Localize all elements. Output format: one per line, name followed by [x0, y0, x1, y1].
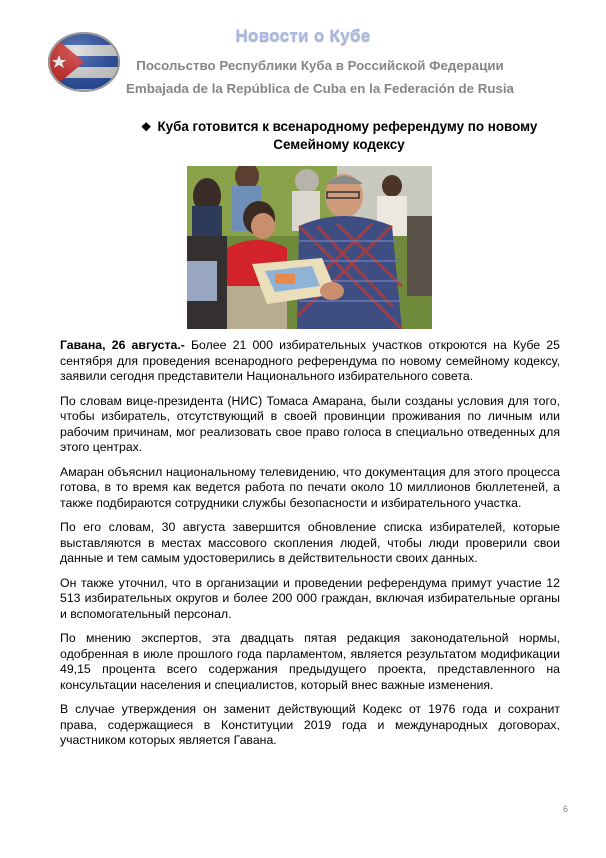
paragraph-7: В случае утверждения он заменит действующий Кодекс от 1976 года и сохранит права, содержащиеся в Конституции 2019 года и международных договорах, участником которых является Гавана. [60, 702, 560, 747]
embassy-name-ru: Посольство Республики Куба в Российской Федерации [136, 58, 504, 73]
article-headline [104, 118, 574, 153]
paragraph-3: Амаран объяснил национальному телевидению, что документация для этого процесса готова, в то время как ведется работа по печати около 10 миллионов бюллетеней, а также подбираются сотрудники службы безопасности и избирательного участка. [60, 464, 560, 510]
paragraph-5: Он также уточнил, что в организации и проведении референдума примут участие 12 513 избирательных округов и более 200 000 граждан, включая избирательные органы и вспомогательный персонал. [60, 575, 560, 621]
diamond-bullet-icon: ❖ [140, 120, 152, 134]
article-body [60, 338, 560, 758]
paragraph-1 [60, 338, 560, 385]
article-photo [187, 166, 432, 329]
paragraph-4: По его словам, 30 августа завершится обновление списка избирателей, которые выставляются в местах массового скопления людей, чтобы люди проверили свои данные и тем самым удостоверились в действительности своих данных. [60, 520, 560, 565]
paragraph-1-text: Более 21 000 избирательных участков откроются на Кубе 25 сентября для проведения всенародного референдума по новому семейному кодексу, заявили сегодня представители Национального избирательного совета. [60, 338, 560, 383]
page-number: 6 [562, 804, 568, 814]
paragraph-6: По мнению экспертов, эта двадцать пятая редакция законодательной нормы, одобренная в июле прошлого года парламентом, является результатом модификации 49,15 процента всего содержания предыдущего проекта, представленного на консультации населения и специалистов, который внес важные изменения. [60, 631, 560, 692]
paragraph-2: По словам вице-президента (НИС) Томаса Амарана, были созданы условия для того, чтобы избиратель, отсутствующий в своей провинции проживания по личным или рабочим причинам, мог реализовать свое право голоса в специально отведенных для этого центрах. [60, 393, 560, 454]
masthead-title: Новости о Кубе [235, 26, 371, 45]
dateline: Гавана, 26 августа.- [60, 338, 185, 352]
headline-text: Куба готовится к всенародному референдуму по новому Семейному кодексу [157, 119, 538, 152]
embassy-name-es: Embajada de la República de Cuba en la Federación de Rusia [126, 81, 514, 96]
